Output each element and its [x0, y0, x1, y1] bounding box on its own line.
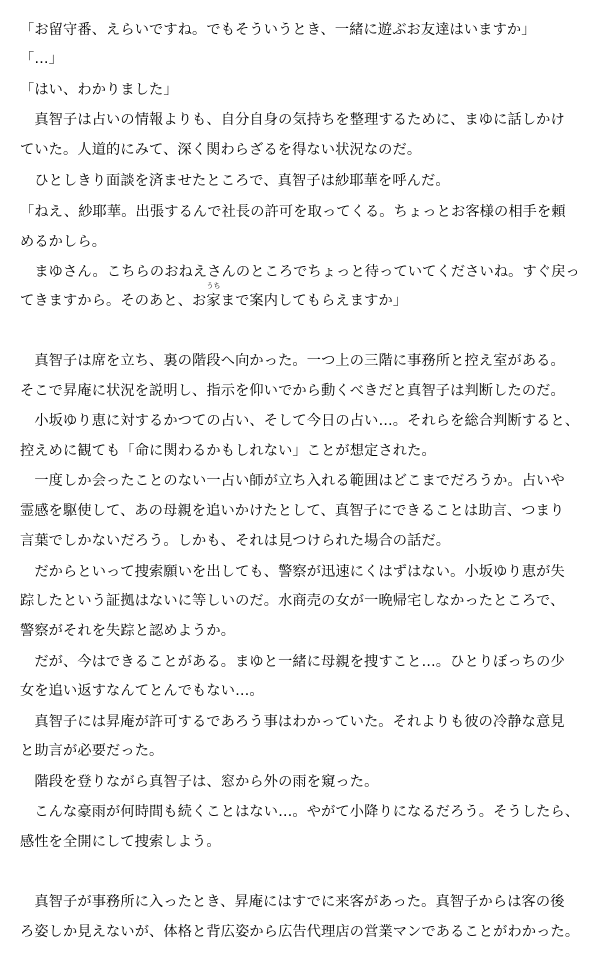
text-line: 「はい、わかりました」 [20, 82, 178, 98]
text-line: だが、今はできることがある。まゆと一緒に母親を捜すこと…。ひとりぼっちの少 [20, 654, 565, 670]
text-line: まゆさん。こちらのおねえさんのところでちょっと待っていてくださいね。すぐ戻っ [20, 264, 580, 280]
text-line: そこで昇庵に状況を説明し、指示を仰いでから動くべきだと真智子は判断したのだ。 [20, 383, 565, 399]
ruby-annotated-word [206, 282, 221, 311]
text-line: 「お留守番、えらいですね。でもそういうとき、一緒に遊ぶお友達はいますか」 [20, 22, 536, 38]
text-line: 警察がそれを失踪と認めようか。 [20, 623, 236, 639]
text-line: ろ姿しか見えないが、体格と背広姿から広告代理店の営業マンであることがわかった。 [20, 924, 580, 940]
blank-line [20, 862, 595, 882]
text-line: 真智子が事務所に入ったとき、昇庵にはすでに来客があった。真智子からは客の後 [20, 894, 565, 910]
text-line: 小坂ゆり恵に対するかつての占い、そして今日の占い…。それらを総合判断すると、 [20, 413, 580, 429]
text-line: ひとしきり面談を済ませたところで、真智子は紗耶華を呼んだ。 [20, 173, 450, 189]
text-segment: てきますから。そのあと、お [20, 293, 207, 309]
text-line: 踪したという証拠はないに等しいのだ。水商売の女が一晩帰宅しなかったところで、 [20, 593, 565, 609]
ruby-reading: うち [206, 282, 221, 290]
text-line: 真智子は席を立ち、裏の階段へ向かった。一つ上の三階に事務所と控え室がある。 [20, 353, 565, 369]
text-line: 霊感を駆使して、あの母親を追いかけたとして、真智子にできることは助言、つまり [20, 503, 565, 519]
text-line: だからといって捜索願いを出しても、警察が迅速にくはずはない。小坂ゆり恵が失 [20, 564, 565, 580]
text-line: 言葉でしかないだろう。しかも、それは見つけられた場合の話だ。 [20, 533, 451, 549]
text-line: 感性を全開にして捜索しよう。 [20, 834, 221, 850]
text-line: めるかしら。 [20, 234, 107, 250]
text-line: 女を追い返すなんてとんでもない…。 [20, 683, 264, 699]
text-segment: まで案内してもらえますか」 [220, 293, 408, 309]
text-line: 「…」 [20, 51, 64, 67]
text-line: 階段を登りながら真智子は、窓から外の雨を窺った。 [20, 774, 379, 790]
text-line: こんな豪雨が何時間も続くことはない…。やがて小降りになるだろう。そうしたら、 [20, 804, 580, 820]
text-line: 真智子には昇庵が許可するであろう事はわかっていた。それよりも彼の冷静な意見 [20, 714, 565, 730]
text-line: と助言が必要だった。 [20, 743, 164, 759]
text-line: ていた。人道的にみて、深く関わらざるを得ない状況なのだ。 [20, 142, 422, 158]
ruby-base: 家 [206, 293, 221, 309]
text-line: 一度しか会ったことのない一占い師が立ち入れる範囲はどこまでだろうか。占いや [20, 473, 565, 489]
blank-line [20, 322, 595, 342]
text-line: 「ねえ、紗耶華。出張するんで社長の許可を取ってくる。ちょっとお客様の相手を頼 [20, 204, 566, 220]
text-line: 控えめに観ても「命に関わるかもしれない」ことが想定された。 [20, 443, 436, 459]
text-line: 真智子は占いの情報よりも、自分自身の気持ちを整理するために、まゆに話しかけ [20, 112, 565, 128]
text-line-with-ruby [20, 282, 595, 311]
